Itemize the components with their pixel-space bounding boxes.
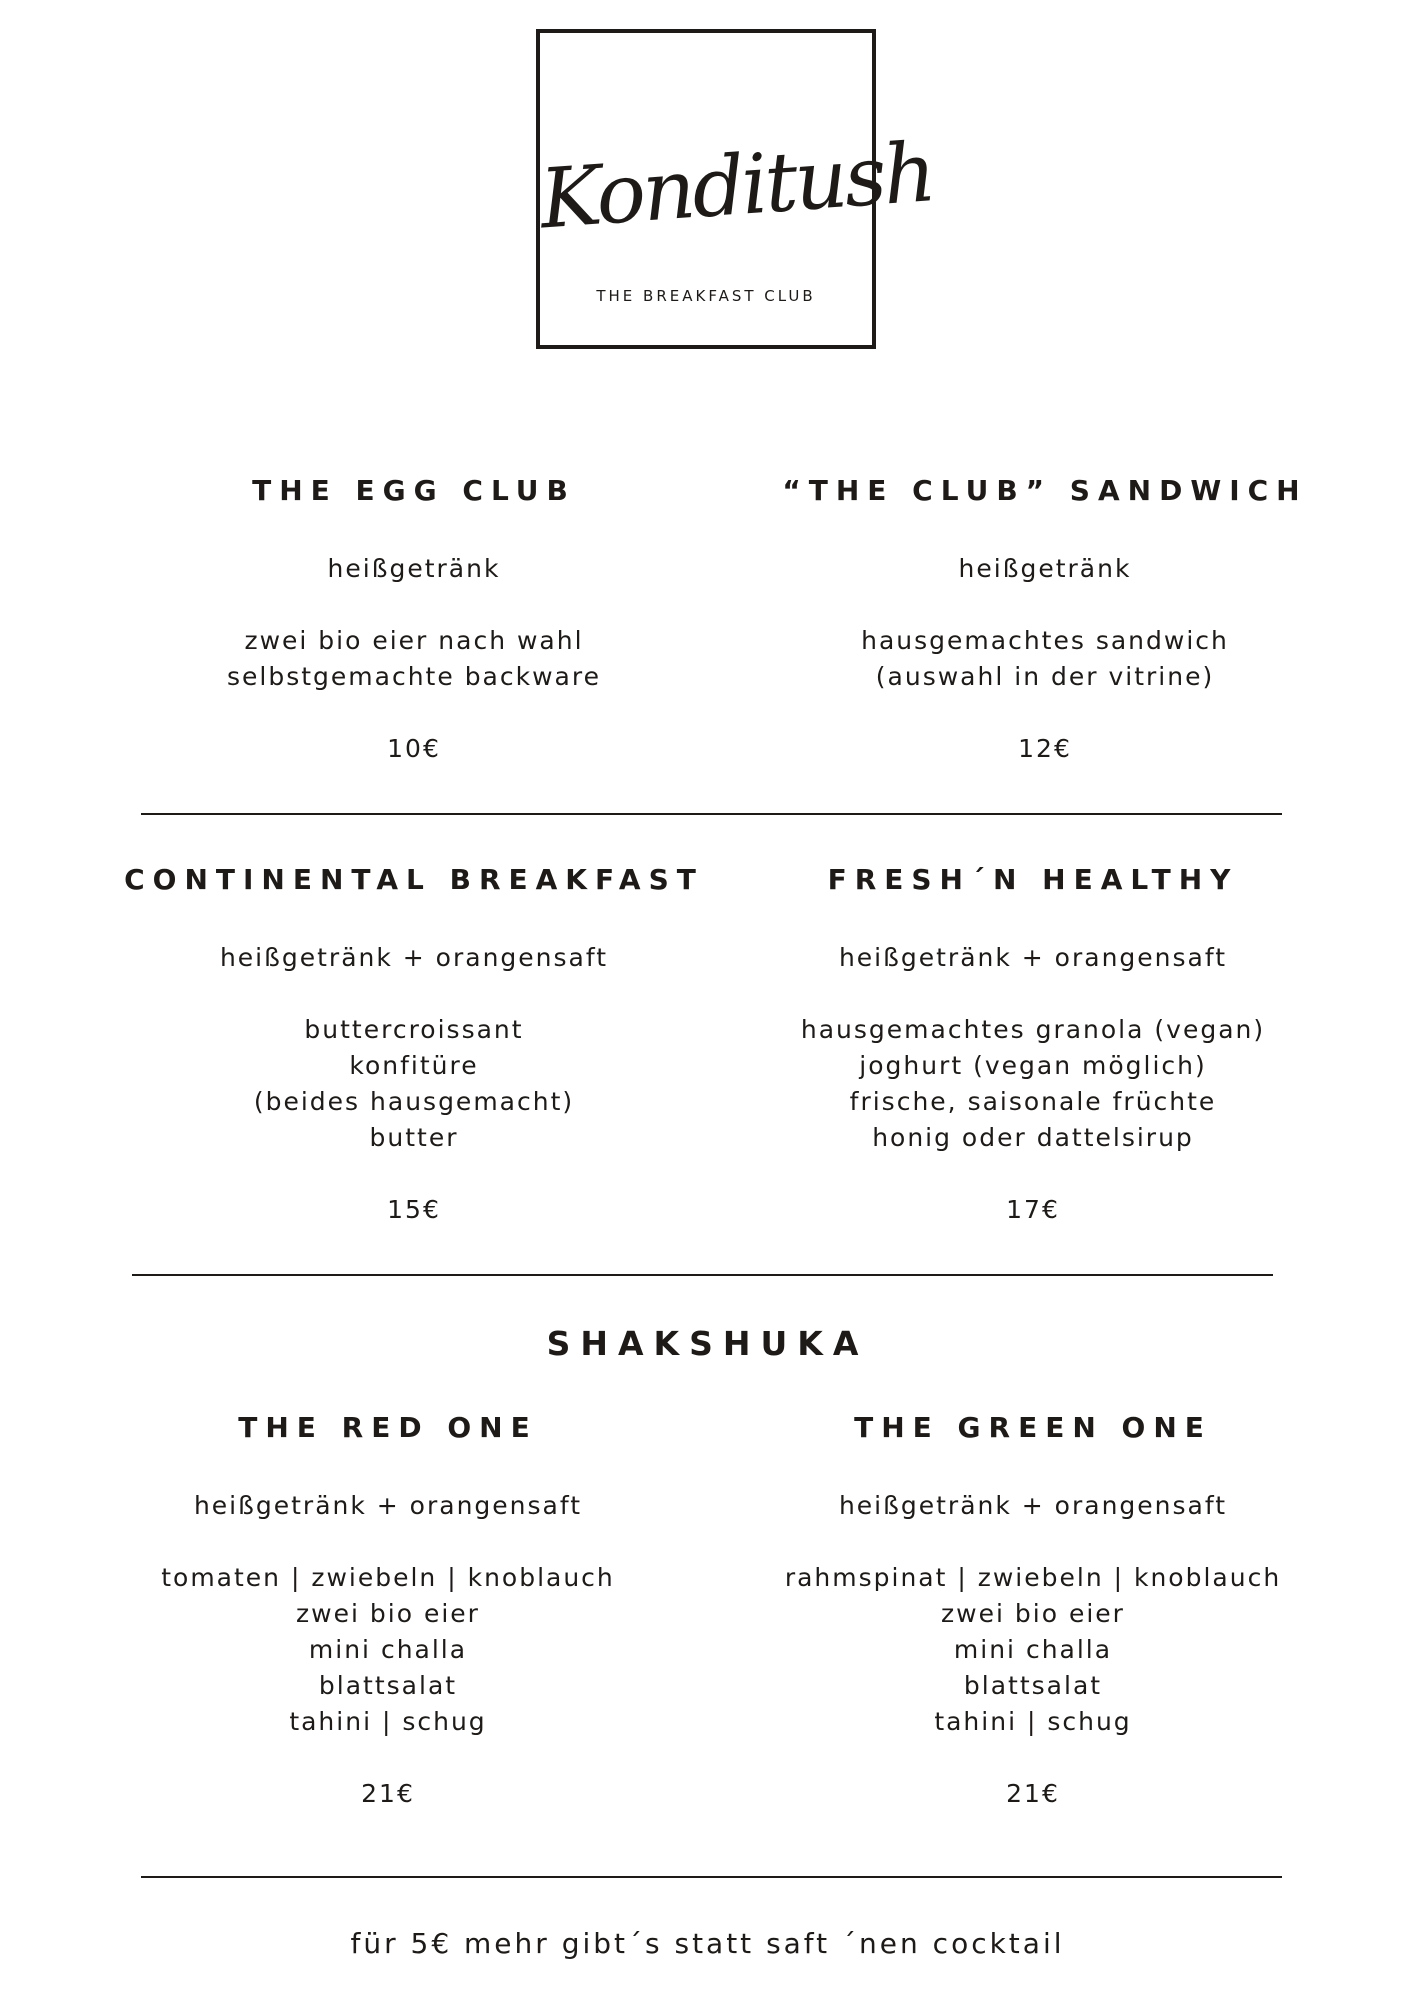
menu-item-club-sandwich [745,471,1345,767]
menu-item-drink: heißgetränk + orangensaft [838,1491,1228,1520]
menu-item-line: (auswahl in der vitrine) [875,662,1215,691]
menu-item-line: mini challa [953,1635,1113,1664]
menu-item-title: THE GREEN ONE [854,1411,1212,1444]
menu-item-line: hausgemachtes sandwich [861,626,1229,655]
menu-item-line: konfitüre [349,1051,479,1080]
menu-item-line: selbstgemachte backware [227,662,601,691]
menu-item-price: 12€ [1018,734,1072,763]
menu-item-price: 17€ [1006,1195,1060,1224]
menu-item-line: tomaten | zwiebeln | knoblauch [161,1563,615,1592]
menu-item-drink: heißgetränk + orangensaft [193,1491,583,1520]
menu-item-list [114,1012,714,1156]
menu-item-drink: heißgetränk + orangensaft [838,943,1228,972]
divider [132,1274,1273,1276]
menu-item-title: “THE CLUB” SANDWICH [782,474,1308,507]
menu-item-line: rahmspinat | zwiebeln | knoblauch [784,1563,1282,1592]
divider [141,813,1282,815]
menu-item-line: tahini | schug [934,1707,1132,1736]
footer-note: für 5€ mehr gibt´s statt saft ´nen cocktail [350,1927,1065,1960]
menu-item-egg-club [214,471,614,767]
logo [536,29,937,349]
menu-item-list [214,623,614,695]
menu-item-title: THE RED ONE [238,1411,538,1444]
menu-item-title: FRESH´N HEALTHY [827,863,1239,896]
menu-item-line: blattsalat [963,1671,1103,1700]
menu-item-continental-breakfast [114,860,714,1228]
menu-item-price: 21€ [1006,1779,1060,1808]
menu-item-red-one [88,1408,688,1812]
menu-item-title: CONTINENTAL BREAKFAST [124,863,704,896]
menu-item-line: zwei bio eier [296,1599,480,1628]
menu-item-line: hausgemachtes granola (vegan) [800,1015,1266,1044]
menu-item-line: butter [369,1123,459,1152]
section-heading-shakshuka: SHAKSHUKA [546,1324,869,1363]
logo-subtitle: THE BREAKFAST CLUB [596,287,816,305]
menu-item-line: joghurt (vegan möglich) [859,1051,1207,1080]
menu-item-line: zwei bio eier [941,1599,1125,1628]
menu-item-drink: heißgetränk + orangensaft [219,943,609,972]
menu-item-list [745,623,1345,695]
menu-item-line: zwei bio eier nach wahl [244,626,584,655]
menu-item-line: (beides hausgemacht) [253,1087,575,1116]
menu-item-title: THE EGG CLUB [252,474,576,507]
menu-item-price: 21€ [361,1779,415,1808]
menu-item-price: 15€ [387,1195,441,1224]
menu-item-fresh-n-healthy [733,860,1333,1228]
menu-item-line: blattsalat [318,1671,458,1700]
menu-item-list [733,1560,1333,1740]
menu-item-line: buttercroissant [304,1015,524,1044]
menu-item-line: tahini | schug [289,1707,487,1736]
menu-item-list [733,1012,1333,1156]
menu-item-line: honig oder dattelsirup [872,1123,1194,1152]
menu-item-list [88,1560,688,1740]
menu-item-line: mini challa [308,1635,468,1664]
logo-script-text: Konditush [537,125,937,248]
menu-item-line: frische, saisonale früchte [849,1087,1217,1116]
menu-item-drink: heißgetränk [958,554,1132,583]
menu-item-green-one [733,1408,1333,1812]
menu-item-price: 10€ [387,734,441,763]
menu-item-drink: heißgetränk [327,554,501,583]
divider [141,1876,1282,1878]
